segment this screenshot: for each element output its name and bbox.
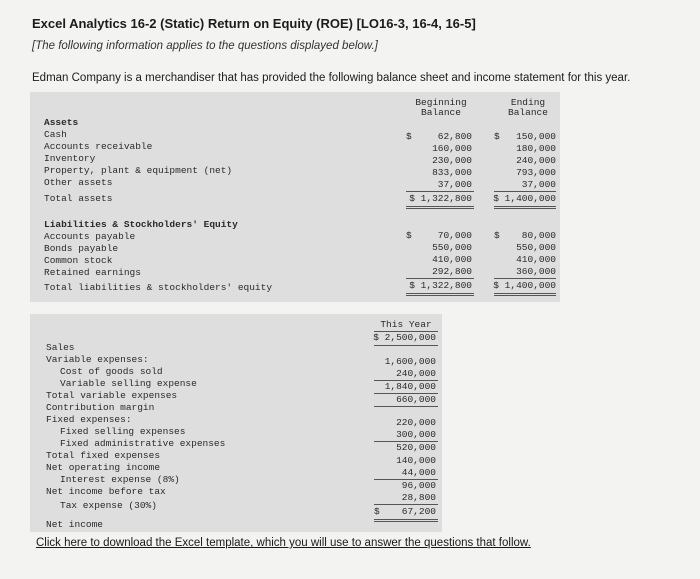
asset-begin-value: 833,000 <box>432 167 472 178</box>
asset-end-value: 180,000 <box>516 143 556 154</box>
asset-begin-value: 62,800 <box>437 131 472 142</box>
assets-heading: Assets <box>44 117 79 128</box>
liab-begin-value: 410,000 <box>432 254 472 265</box>
income-label: Total fixed expenses <box>46 450 161 461</box>
liability-label: Retained earnings <box>44 267 141 278</box>
net-income-label: Net income <box>46 519 104 530</box>
asset-label: Accounts receivable <box>44 141 153 152</box>
income-label: Net income before tax <box>46 486 166 497</box>
asset-label: Inventory <box>44 153 96 164</box>
asset-begin-value: 37,000 <box>437 179 472 190</box>
income-label: Variable selling expense <box>60 378 197 389</box>
income-value: 1,600,000 <box>384 356 436 367</box>
asset-label: Property, plant & equipment (net) <box>44 165 233 176</box>
income-label: Tax expense (30%) <box>60 500 157 511</box>
income-label: Net operating income <box>46 462 161 473</box>
income-value: 96,000 <box>401 480 436 491</box>
income-label: Contribution margin <box>46 402 155 413</box>
asset-begin-value: 230,000 <box>432 155 472 166</box>
liab-begin-value: 292,800 <box>432 266 472 277</box>
liab-end-value: 360,000 <box>516 266 556 277</box>
income-label: Fixed expenses: <box>46 414 132 425</box>
total-assets-begin: $ 1,322,800 <box>409 193 472 204</box>
sales-value: $ 2,500,000 <box>373 332 436 343</box>
asset-end-value: 37,000 <box>521 179 556 190</box>
income-label: Fixed administrative expenses <box>60 438 226 449</box>
balance-sheet-panel <box>30 92 560 302</box>
liab-begin-value: 550,000 <box>432 242 472 253</box>
col-beginning-balance: Beginning Balance <box>415 97 467 118</box>
total-assets-end: $ 1,400,000 <box>493 193 556 204</box>
liab-end-value: 80,000 <box>521 230 556 241</box>
currency-sign: $ <box>406 131 412 142</box>
income-value: 28,800 <box>401 492 436 503</box>
asset-end-value: 240,000 <box>516 155 556 166</box>
liab-begin-value: 70,000 <box>437 230 472 241</box>
income-label: Cost of goods sold <box>60 366 163 377</box>
applies-note: [The following information applies to the questions displayed below.] <box>32 40 378 52</box>
currency-sign: $ <box>494 131 500 142</box>
total-liab-label: Total liabilities & stockholders' equity <box>44 282 273 293</box>
asset-end-value: 793,000 <box>516 167 556 178</box>
currency-sign: $ <box>406 230 412 241</box>
page-title: Excel Analytics 16-2 (Static) Return on Equity (ROE) [LO16-3, 16-4, 16-5] <box>32 16 476 31</box>
asset-label: Other assets <box>44 177 113 188</box>
col-ending-balance: Ending Balance <box>508 97 548 118</box>
liab-end-value: 410,000 <box>516 254 556 265</box>
asset-end-value: 150,000 <box>516 131 556 142</box>
income-label: Variable expenses: <box>46 354 149 365</box>
total-assets-label: Total assets <box>44 193 113 204</box>
income-label: Sales <box>46 342 75 353</box>
liabilities-heading: Liabilities & Stockholders' Equity <box>44 219 238 230</box>
net-income-value: 67,200 <box>401 506 436 517</box>
income-value: 1,840,000 <box>384 381 436 392</box>
asset-begin-value: 160,000 <box>432 143 472 154</box>
income-label: Fixed selling expenses <box>60 426 186 437</box>
total-liab-end: $ 1,400,000 <box>493 280 556 291</box>
income-statement-panel <box>30 314 442 532</box>
income-value: 240,000 <box>396 368 436 379</box>
total-liab-begin: $ 1,322,800 <box>409 280 472 291</box>
asset-label: Cash <box>44 129 67 140</box>
currency-sign: $ <box>374 506 380 517</box>
income-value: 220,000 <box>396 417 436 428</box>
income-value: 520,000 <box>396 442 436 453</box>
liability-label: Common stock <box>44 255 113 266</box>
income-label: Total variable expenses <box>46 390 178 401</box>
income-value: 300,000 <box>396 429 436 440</box>
intro-text: Edman Company is a merchandiser that has provided the following balance sheet and income statement for this year. <box>32 72 631 84</box>
liability-label: Bonds payable <box>44 243 119 254</box>
income-label: Interest expense (8%) <box>60 474 180 485</box>
liab-end-value: 550,000 <box>516 242 556 253</box>
col-this-year: This Year <box>380 319 432 330</box>
download-template-link[interactable]: Click here to download the Excel template, which you will use to answer the questions that follow. <box>36 537 531 549</box>
income-value: 660,000 <box>396 394 436 405</box>
income-value: 140,000 <box>396 455 436 466</box>
currency-sign: $ <box>494 230 500 241</box>
liability-label: Accounts payable <box>44 231 136 242</box>
income-value: 44,000 <box>401 467 436 478</box>
